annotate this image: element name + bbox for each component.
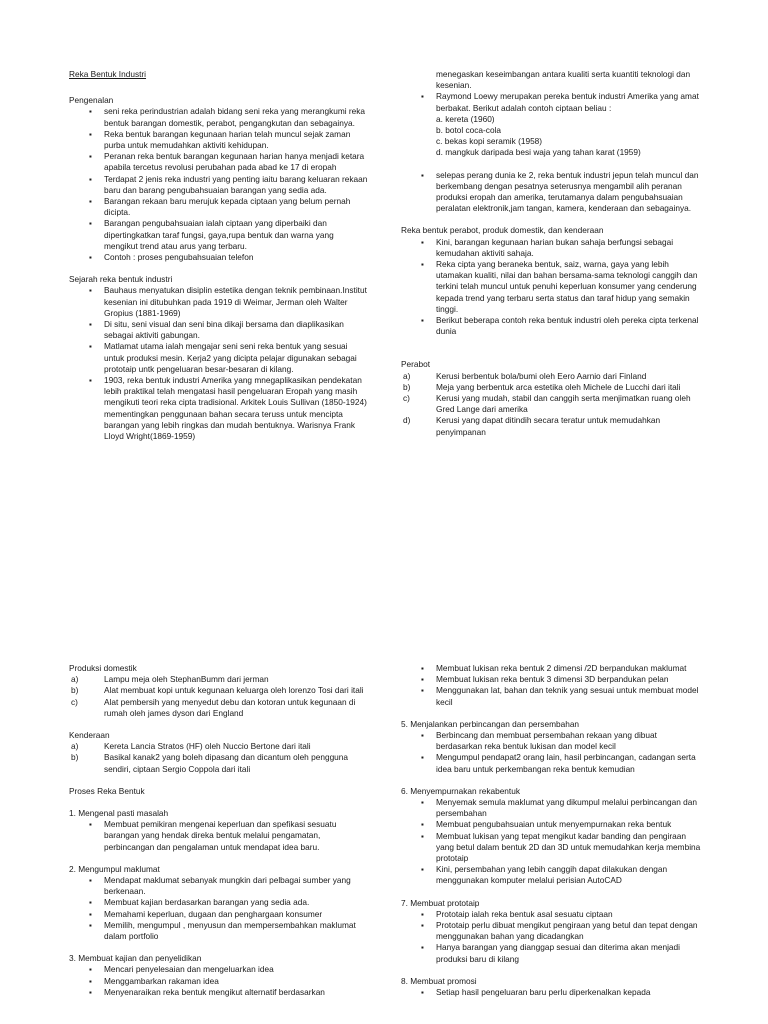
section-heading-sejarah: Sejarah reka bentuk industri	[69, 274, 173, 285]
list-item: ▪ selepas perang dunia ke 2, reka bentuk industri jepun telah muncul dan berkembang dengan pesatnya seterusnya mengambil alih peranan produksi eropah dan amerika, terutamanya dalam pengubahsuaian peralatan elektronik,jam tangan, kamera, kenderaan dan sebagainya.	[436, 170, 701, 215]
step-heading: 7. Membuat prototaip	[401, 897, 480, 908]
section-heading-proses: Proses Reka Bentuk	[69, 785, 145, 796]
list-item: ▪ Membuat pemikiran mengenai keperluan dan spefikasi sesuatu barangan yang hendak direka bentuk melalui pengamatan, perbincangan dan pengalaman untuk mendapat idea baru.	[104, 819, 369, 853]
step-heading: 8. Membuat promosi	[401, 975, 477, 986]
step-heading: 6. Menyempurnakan rekabentuk	[401, 785, 520, 796]
list-item: ▪ Bauhaus menyatukan disiplin estetika dengan teknik pembinaan.Institut kesenian ini ditubuhkan pada 1919 di Weimar, Jerman oleh Walter Gropius (1881-1969)	[104, 285, 369, 319]
perabot-produk-list	[401, 237, 701, 338]
jepun-list	[401, 170, 701, 215]
list-item: ▪ Barangan rekaan baru merujuk kepada ciptaan yang belum pernah dicipta.	[104, 196, 369, 218]
perabot-list	[401, 371, 701, 438]
list-item: ▪ Kini, barangan kegunaan harian bukan sahaja berfungsi sebagai kemudahan aktiviti sahaja.	[436, 237, 701, 259]
list-item: ▪ Mengumpul pendapat2 orang lain, hasil perbincangan, cadangan serta idea baru untuk perkembangan reka bentuk kemudian	[436, 752, 701, 774]
raymond-list	[401, 91, 701, 158]
list-item: ▪ Contoh : proses pengubahsuaian telefon	[104, 252, 369, 263]
list-item: ▪ Menggunakan lat, bahan dan teknik yang sesuai untuk membuat model kecil	[436, 685, 701, 707]
step7-list	[401, 909, 701, 965]
step-heading: 2. Mengumpul maklumat	[69, 863, 160, 874]
page2-left-column	[69, 663, 369, 998]
list-item: ▪ Kini, persembahan yang lebih canggih dapat dilakukan dengan menggunakan komputer melalui perisian AutoCAD	[436, 864, 701, 886]
continued-paragraph: menegaskan keseimbangan antara kualiti serta kuantiti teknologi dan kesenian.	[436, 69, 691, 91]
list-item: ▪ Membuat kajian berdasarkan barangan yang sedia ada.	[104, 897, 369, 908]
kenderaan-list	[69, 741, 369, 775]
list-item: ▪ Membuat lukisan yang tepat mengikut kadar banding dan pengiraan yang betul dalam bentuk 2D dan 3D untuk memudahkan kerja membina prototaip	[436, 831, 701, 865]
raymond-example: a. kereta (1960)	[436, 113, 495, 124]
list-item: ▪ Membuat lukisan reka bentuk 2 dimensi /2D berpandukan maklumat	[436, 663, 701, 674]
section-heading-perabot-produk: Reka bentuk perabot, produk domestik, dan kenderaan	[401, 225, 604, 236]
list-item: ▪ Peranan reka bentuk barangan kegunaan harian hanya menjadi ketara apabila tercetus revolusi perubahan pada abad ke 17 di eropah	[104, 151, 369, 173]
step-heading: 3. Membuat kajian dan penyelidikan	[69, 953, 202, 964]
section-heading-kenderaan: Kenderaan	[69, 730, 110, 741]
list-item: ▪ Menyenaraikan reka bentuk mengikut alternatif berdasarkan	[104, 987, 369, 998]
list-item	[436, 91, 701, 158]
step5-list	[401, 730, 701, 775]
list-item: a) Kereta Lancia Stratos (HF) oleh Nuccio Bertone dari itali	[71, 741, 311, 752]
list-item: ▪ Matlamat utama ialah mengajar seni seni reka bentuk yang sesuai untuk produksi mesin. Kerja2 yang dicipta pelajar digunakan sebagai prototaip untk pengeluaran besar-besaran di kilang.	[104, 341, 369, 375]
list-item: d) Kerusi yang dapat ditindih secara teratur untuk memudahkan penyimpanan	[403, 415, 661, 437]
step6-list	[401, 797, 701, 887]
list-item: ▪ Barangan pengubahsuaian ialah ciptaan yang diperbaiki dan dipertingkatkan taraf fungsi, gaya,rupa bentuk dan warna yang mengikut trend atau arus yang terbaru.	[104, 218, 369, 252]
pengenalan-list	[69, 106, 369, 263]
step2-list	[69, 875, 369, 942]
raymond-text: Raymond Loewy merupakan pereka bentuk industri Amerika yang amat berbakat. Berikut adalah contoh ciptaan beliau :	[436, 91, 699, 113]
sejarah-list	[69, 285, 369, 442]
list-item: ▪ Setiap hasil pengeluaran baru perlu diperkenalkan kepada	[436, 987, 701, 998]
page1-left-column	[69, 69, 369, 442]
list-item: a) Lampu meja oleh StephanBumm dari jerman	[71, 674, 269, 685]
list-item: c) Alat pembersih yang menyedut debu dan kotoran untuk kegunaan di rumah oleh james dyson dari England	[71, 696, 356, 718]
list-item: ▪ Berikut beberapa contoh reka bentuk industri oleh pereka cipta terkenal dunia	[436, 315, 701, 337]
list-item: ▪ Membuat pengubahsuaian untuk menyempurnakan reka bentuk	[436, 819, 701, 830]
domestik-list	[69, 674, 369, 719]
list-item: ▪ Membuat lukisan reka bentuk 3 dimensi 3D berpandukan pelan	[436, 674, 701, 685]
list-item: ▪ Reka cipta yang beraneka bentuk, saiz, warna, gaya yang lebih utamakan kualiti, nilai dan bahan bersama-sama teknologi canggih dan terkini telah muncul untuk penuhi keperluan konsumer yang cenderung kepada trend yang terbaru serta status dan taraf hidup yang semakin tinggi.	[436, 259, 701, 315]
list-item: ▪ Reka bentuk barangan kegunaan harian telah muncul sejak zaman purba untuk memudahkan aktiviti kehidupan.	[104, 129, 369, 151]
list-item: ▪ Prototaip ialah reka bentuk asal sesuatu ciptaan	[436, 909, 701, 920]
step3-list	[69, 964, 369, 998]
section-heading-pengenalan: Pengenalan	[69, 95, 114, 106]
section-heading-perabot: Perabot	[401, 359, 431, 370]
list-item: ▪ Terdapat 2 jenis reka industri yang penting iaitu barang keluaran rekaan baru dan barang pengubahsuaian barangan yang sedia ada.	[104, 174, 369, 196]
page1-right-column	[401, 69, 701, 438]
list-item: b) Basikal kanak2 yang boleh dipasang dan dicantum oleh pengguna sendiri, ciptaan Sergio Coppola dari itali	[71, 752, 349, 774]
section-heading-domestik: Produksi domestik	[69, 663, 137, 673]
raymond-example: b. botol coca-cola	[436, 125, 502, 136]
list-item: ▪ Mendapat maklumat sebanyak mungkin dari pelbagai sumber yang berkenaan.	[104, 875, 369, 897]
list-item: ▪ Hanya barangan yang dianggap sesuai dan diterima akan menjadi produksi baru di kilang	[436, 942, 701, 964]
list-item: b) Alat membuat kopi untuk kegunaan keluarga oleh lorenzo Tosi dari itali	[71, 685, 364, 696]
list-item: ▪ Di situ, seni visual dan seni bina dikaji bersama dan diaplikasikan sebagai aktiviti gabungan.	[104, 319, 369, 341]
list-item: ▪ Menyemak semula maklumat yang dikumpul melalui perbincangan dan persembahan	[436, 797, 701, 819]
step8-list	[401, 987, 701, 998]
list-item: a) Kerusi berbentuk bola/bumi oleh Eero Aarnio dari Finland	[403, 370, 647, 381]
step-heading: 5. Menjalankan perbincangan dan persembahan	[401, 718, 580, 729]
list-item: ▪ 1903, reka bentuk industri Amerika yang mnegaplikasikan pendekatan lebih praktikal telah mengatasi hasil pengeluaran Eropah yang masih mengikuti teori reka cipta tradisional. Arkitek Louis Sullivan (1850-1924) mementingkan penggunaan bahan secara teruss untuk mencipta barangan yang lebih ringkas dan mudah bentuknya. Warisnya Frank Lloyd Wright(1869-1959)	[104, 375, 369, 442]
list-item: ▪ Memahami keperluan, dugaan dan penghargaan konsumer	[104, 909, 369, 920]
step4-continued-list	[401, 663, 701, 708]
list-item: ▪ seni reka perindustrian adalah bidang seni reka yang merangkumi reka bentuk barangan domestik, perabot, pengangkutan dan sebagainya.	[104, 106, 369, 128]
list-item: b) Meja yang berbentuk arca estetika oleh Michele de Lucchi dari itali	[403, 381, 681, 392]
step1-list	[69, 819, 369, 853]
list-item: ▪ Berbincang dan membuat persembahan rekaan yang dibuat berdasarkan reka bentuk lukisan dan model kecil	[436, 730, 701, 752]
page2-right-column	[401, 663, 701, 998]
step-heading: 1. Mengenal pasti masalah	[69, 808, 169, 819]
raymond-example: c. bekas kopi seramik (1958)	[436, 136, 543, 147]
list-item: ▪ Memilih, mengumpul , menyusun dan mempersembahkan maklumat dalam portfolio	[104, 920, 369, 942]
list-item: ▪ Menggambarkan rakaman idea	[104, 976, 369, 987]
list-item: c) Kerusi yang mudah, stabil dan canggih serta menjimatkan ruang oleh Gred Lange dari amerika	[403, 393, 691, 415]
raymond-example: d. mangkuk daripada besi waja yang tahan karat (1959)	[436, 147, 641, 158]
list-item: ▪ Prototaip perlu dibuat mengikut pengiraan yang betul dan tepat dengan menggunakan bahan yang dicadangkan	[436, 920, 701, 942]
page-title: Reka Bentuk Industri	[69, 69, 147, 79]
list-item: ▪ Mencari penyelesaian dan mengeluarkan idea	[104, 964, 369, 975]
